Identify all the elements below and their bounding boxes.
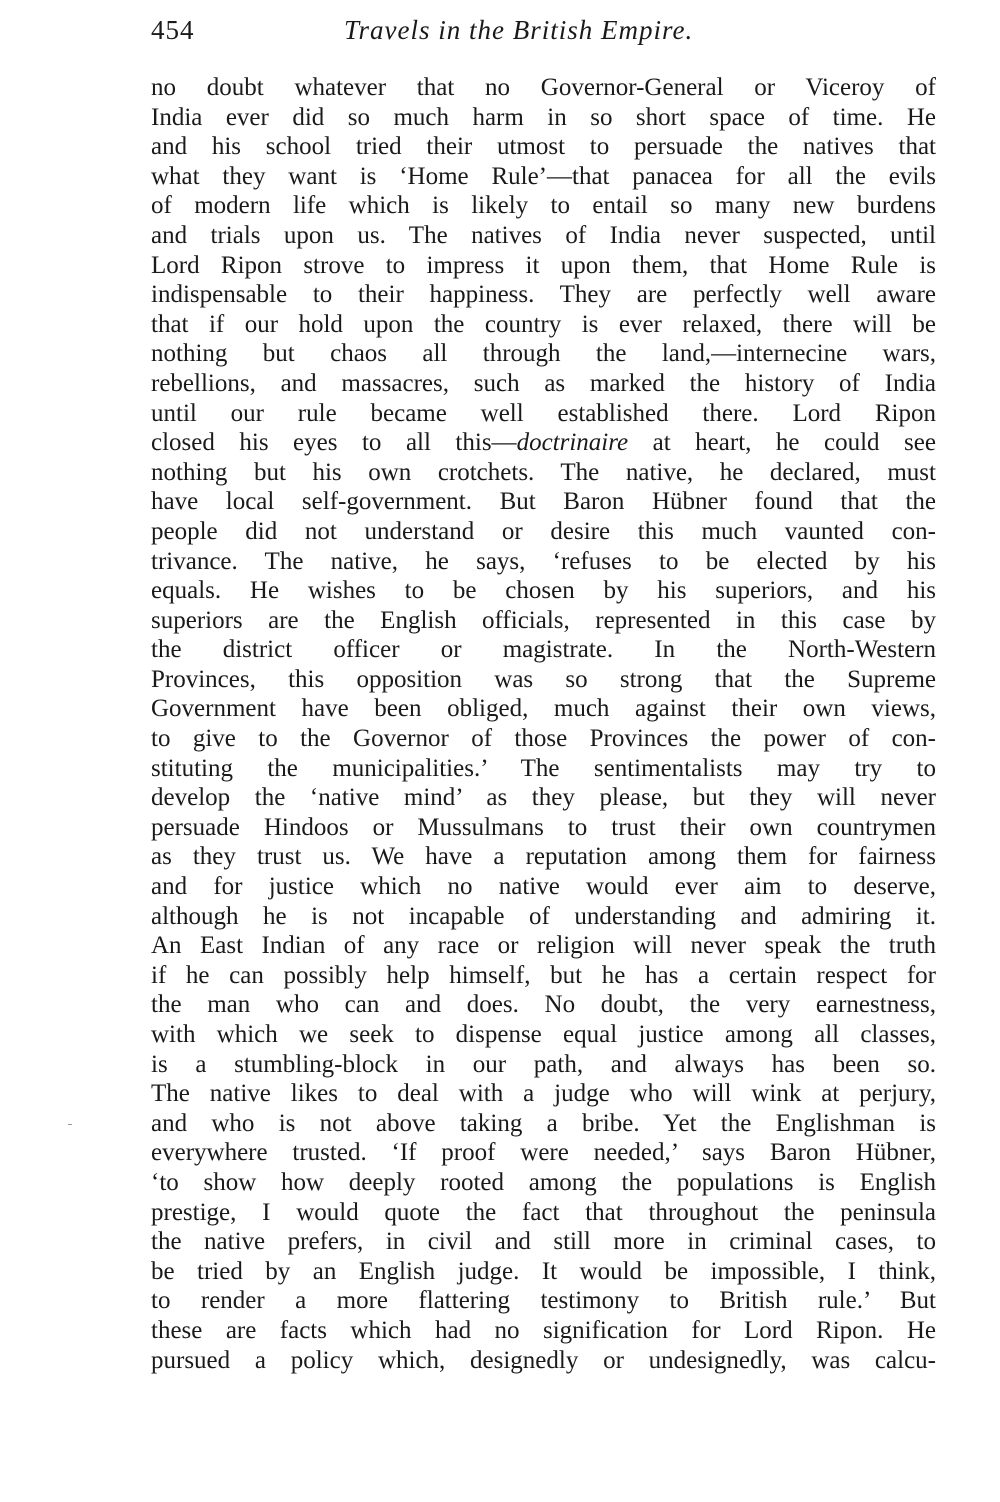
- text-line: pursued a policy which, designedly or undesignedly, was calcu-: [151, 1346, 936, 1374]
- text-line: although he is not incapable of understanding and admiring it.: [151, 902, 936, 930]
- text-line: until our rule became well established there. Lord Ripon: [151, 399, 936, 427]
- text-line: to render a more flattering testimony to British rule.’ But: [151, 1287, 936, 1315]
- running-title: Travels in the British Empire.: [344, 15, 694, 45]
- text-line: as they trust us. We have a reputation among them for fairness: [151, 843, 936, 871]
- text-line: An East Indian of any race or religion will never speak the truth: [151, 932, 936, 960]
- text-line: stituting the municipalities.’ The sentimentalists may try to: [151, 754, 936, 782]
- margin-speck: [68, 1124, 72, 1125]
- text-line: equals. He wishes to be chosen by his superiors, and his: [151, 577, 936, 605]
- text-line: India ever did so much harm in so short space of time. He: [151, 103, 936, 131]
- text-line: with which we seek to dispense equal justice among all classes,: [151, 1021, 936, 1048]
- text-line: develop the ‘native mind’ as they please, but they will never: [151, 784, 936, 812]
- text-line: if he can possibly help himself, but he has a certain respect for: [151, 961, 936, 989]
- text-line: The native likes to deal with a judge who will wink at perjury,: [151, 1080, 936, 1108]
- text-line: people did not understand or desire this much vaunted con-: [151, 517, 936, 545]
- text-line: persuade Hindoos or Mussulmans to trust their own countrymen: [151, 813, 936, 841]
- text-fragment: at heart, he could see: [628, 429, 936, 457]
- text-line: indispensable to their happiness. They are perfectly well aware: [151, 281, 936, 309]
- text-line: everywhere trusted. ‘If proof were needed,’ says Baron Hübner,: [151, 1139, 936, 1167]
- text-line: no doubt whatever that no Governor-General or Viceroy of: [151, 74, 936, 101]
- text-line: of modern life which is likely to entail so many new burdens: [151, 192, 936, 220]
- text-line: that if our hold upon the country is ever relaxed, there will be: [151, 310, 936, 338]
- text-line: these are facts which had no signification for Lord Ripon. He: [151, 1316, 936, 1344]
- text-line: be tried by an English judge. It would be impossible, I think,: [151, 1257, 936, 1285]
- text-line: and his school tried their utmost to persuade the natives that: [151, 133, 936, 161]
- text-line: have local self-government. But Baron Hübner found that the: [151, 488, 936, 516]
- text-line: trivance. The native, he says, ‘refuses to be elected by his: [151, 547, 936, 575]
- text-line: Government have been obliged, much against their own views,: [151, 695, 936, 723]
- italic-term: doctrinaire: [516, 429, 629, 457]
- page-number: 454: [151, 15, 195, 45]
- text-line: the man who can and does. No doubt, the very earnestness,: [151, 991, 936, 1019]
- text-line: Provinces, this opposition was so strong that the Supreme: [151, 665, 936, 693]
- text-line: the native prefers, in civil and still more in criminal cases, to: [151, 1228, 936, 1256]
- text-line: and for justice which no native would ever aim to deserve,: [151, 873, 936, 901]
- text-line: prestige, I would quote the fact that throughout the peninsula: [151, 1198, 936, 1226]
- text-line: ‘to show how deeply rooted among the populations is English: [151, 1168, 936, 1196]
- text-line: superiors are the English officials, represented in this case by: [151, 606, 936, 634]
- text-line: nothing but chaos all through the land,—internecine wars,: [151, 340, 936, 368]
- text-line: to give to the Governor of those Provinces the power of con-: [151, 725, 936, 753]
- text-line: nothing but his own crotchets. The native, he declared, must: [151, 458, 936, 486]
- text-line-with-italic: [151, 428, 936, 458]
- text-line: and who is not above taking a bribe. Yet the Englishman is: [151, 1109, 936, 1137]
- text-line: what they want is ‘Home Rule’—that panacea for all the evils: [151, 162, 936, 190]
- text-line: Lord Ripon strove to impress it upon them, that Home Rule is: [151, 251, 936, 279]
- page-header: [151, 12, 936, 48]
- text-line: is a stumbling-block in our path, and always has been so.: [151, 1050, 936, 1078]
- body-text: [151, 73, 936, 1375]
- text-line: rebellions, and massacres, such as marked the history of India: [151, 369, 936, 397]
- text-fragment: closed his eyes to all this—: [151, 429, 517, 457]
- text-line: and trials upon us. The natives of India never suspected, until: [151, 221, 936, 249]
- text-line: the district officer or magistrate. In the North-Western: [151, 636, 936, 664]
